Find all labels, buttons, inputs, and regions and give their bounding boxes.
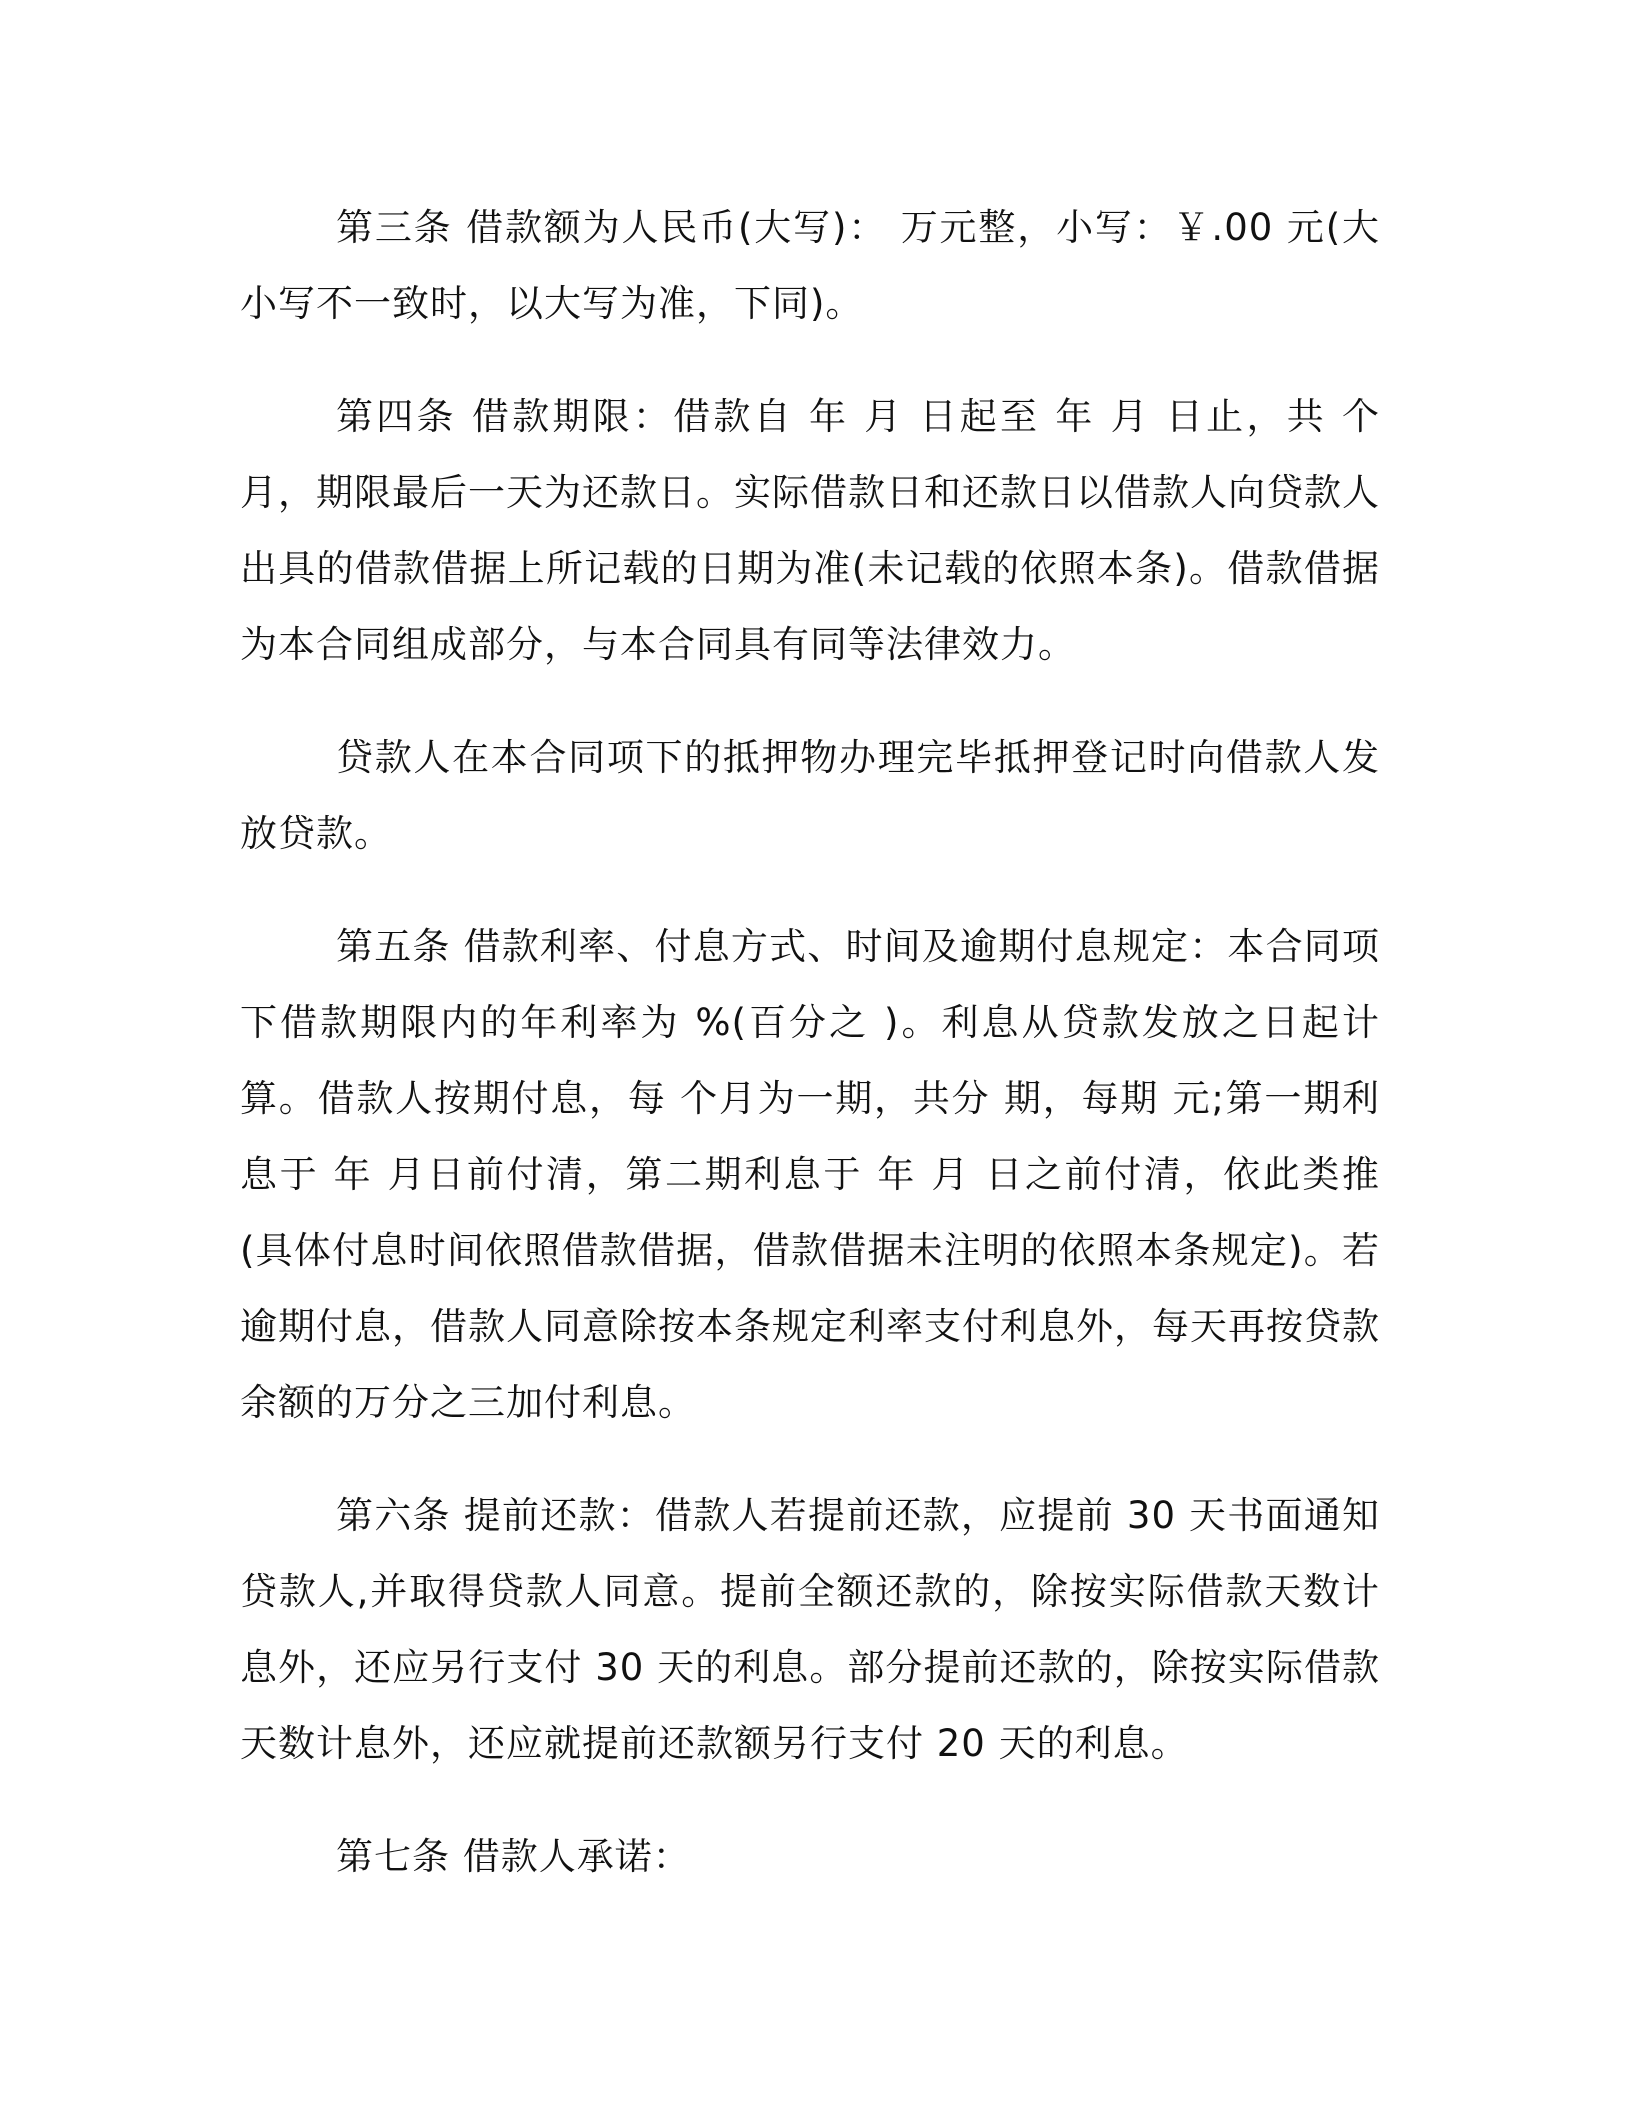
article-3-paragraph: 第三条 借款额为人民币(大写)： 万元整，小写：￥.00 元(大小写不一致时，以大写为准，下同)。 [240, 206, 1380, 325]
article-7-paragraph: 第七条 借款人承诺： [336, 1835, 691, 1878]
loan-disbursement-paragraph: 贷款人在本合同项下的抵押物办理完毕抵押登记时向借款人发放贷款。 [240, 736, 1380, 855]
document-page [240, 190, 1380, 1932]
article-6-paragraph: 第六条 提前还款：借款人若提前还款，应提前 30 天书面通知贷款人,并取得贷款人同意。提前全额还款的，除按实际借款天数计息外，还应另行支付 30 天的利息。部分提前还款的，除按实际借款天数计息外，还应就提前还款额另行支付 20 天的利息。 [240, 1494, 1380, 1765]
article-5-paragraph: 第五条 借款利率、付息方式、时间及逾期付息规定：本合同项下借款期限内的年利率为 %(百分之 )。利息从贷款发放之日起计算。借款人按期付息，每 个月为一期，共分 期，每期 元;第一期利息于 年 月日前付清，第二期利息于 年 月 日之前付清，依此类推(具体付息时间依照借款借据，借款借据未注明的依照本条规定)。若逾期付息，借款人同意除按本条规定利率支付利息外，每天再按贷款余额的万分之三加付利息。 [240, 925, 1380, 1424]
article-4-paragraph: 第四条 借款期限：借款自 年 月 日起至 年 月 日止，共 个月，期限最后一天为还款日。实际借款日和还款日以借款人向贷款人出具的借款借据上所记载的日期为准(未记载的依照本条)。借款借据为本合同组成部分，与本合同具有同等法律效力。 [240, 395, 1380, 666]
